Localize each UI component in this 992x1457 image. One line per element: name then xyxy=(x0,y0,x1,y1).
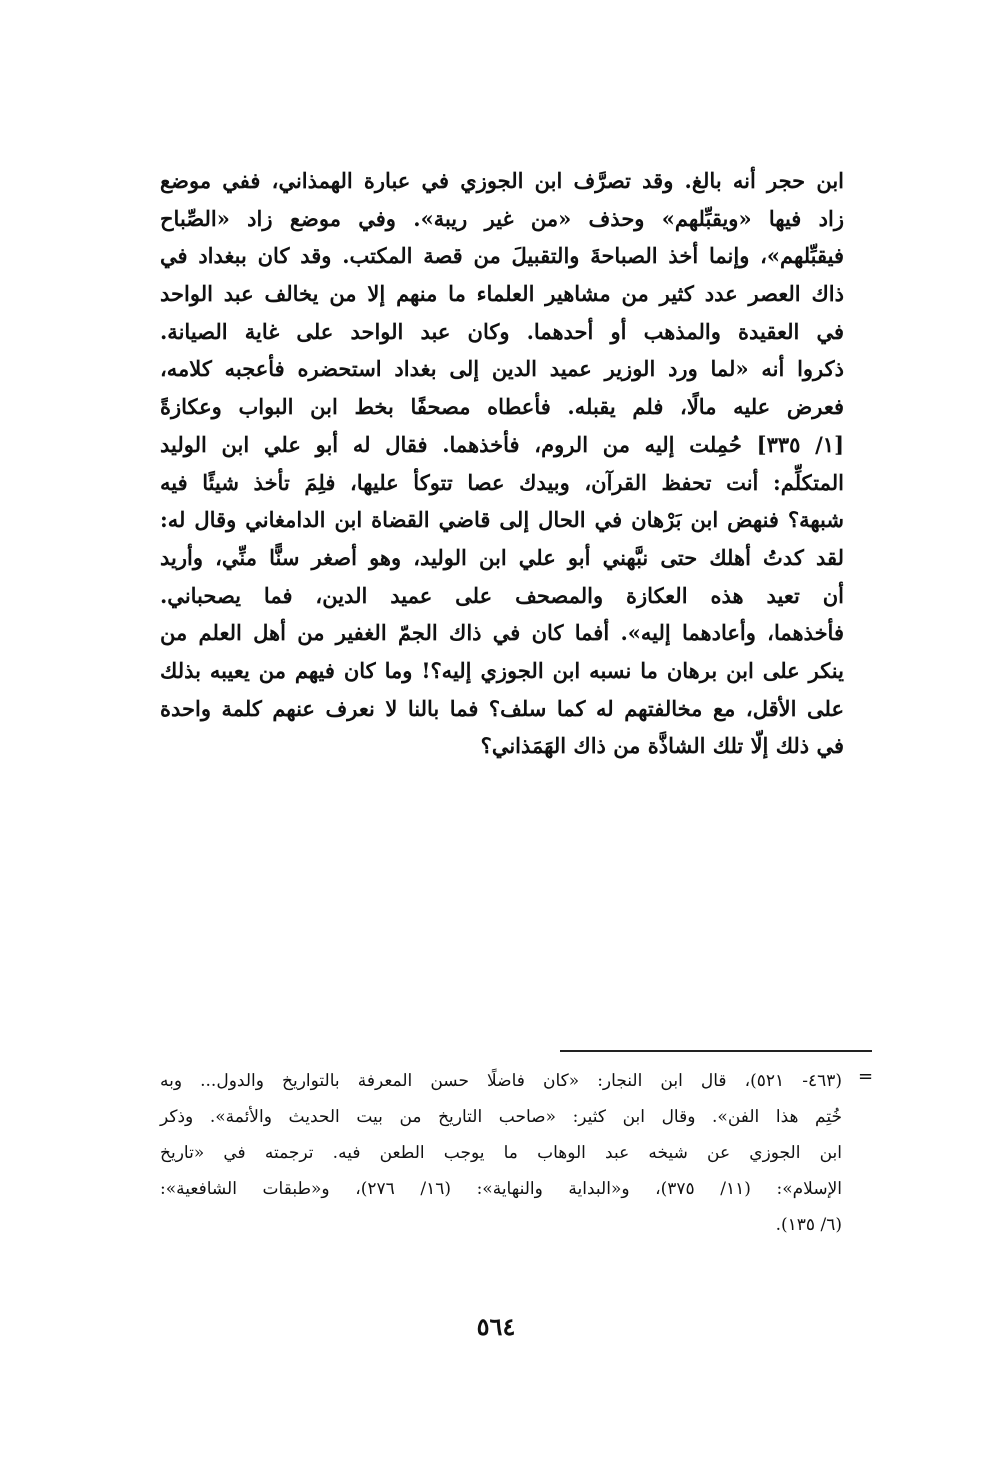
page-number: ٥٦٤ xyxy=(476,1312,516,1341)
footnotes xyxy=(160,1063,842,1243)
text-line: فأخذهما، وأعادهما إليه». أفما كان في ذاك الجمّ الغفير من أهل العلم من xyxy=(160,620,844,646)
text-line: لقد كدتُ أهلك حتى نبَّهني أبو علي ابن الوليد، وهو أصغر سنًّا منِّي، وأريد xyxy=(160,544,844,570)
footnote-line: (٤٦٣- ٥٢١)، قال ابن النجار: «كان فاضلًا حسن المعرفة بالتواريخ والدول... وبه xyxy=(160,1071,842,1091)
text-line: زاد فيها «ويقبِّلهم» وحذف «من غير ريبة». وفي موضع زاد «الصِّباح xyxy=(160,205,844,231)
text-line: في العقيدة والمذهب أو أحدهما. وكان عبد الواحد على غاية الصيانة. xyxy=(160,318,844,344)
text-line: ذاك العصر عدد كثير من مشاهير العلماء ما منهم إلا من يخالف عبد الواحد xyxy=(160,281,844,307)
text-line: ذكروا أنه «لما ورد الوزير عميد الدين إلى بغداد استحضره فأعجبه كلامه، xyxy=(160,356,844,382)
text-line: ابن حجر أنه بالغ. وقد تصرَّف ابن الجوزي في عبارة الهمذاني، ففي موضع xyxy=(160,168,844,193)
text-line: شبهة؟ فنهض ابن بَرْهان في الحال إلى قاضي القضاة ابن الدامغاني وقال له: xyxy=(160,507,844,533)
footnote-line: الإسلام»: (١١/ ٣٧٥)، و«البداية والنهاية»: (١٦/ ٢٧٦)، و«طبقات الشافعية»: xyxy=(160,1179,842,1199)
footnote-continuation-marker: = xyxy=(858,1066,874,1087)
text-line: في ذلك إلّا تلك الشاذَّة من ذاك الهَمَذاني؟ xyxy=(480,733,844,759)
text-line: فيقبِّلهم»، وإنما أخذ الصباحةَ والتقبيلَ من قصة المكتب. وقد كان ببغداد في xyxy=(160,243,844,269)
text-line: ينكر على ابن برهان ما نسبه ابن الجوزي إليه؟! وما كان فيهم من يعيبه بذلك xyxy=(160,657,844,683)
text-line: على الأقل، مع مخالفتهم له كما سلف؟ فما بالنا لا نعرف عنهم كلمة واحدة xyxy=(160,695,844,721)
footnote-line: (٦/ ١٣٥). xyxy=(775,1215,842,1235)
text-line: المتكلِّم: أنت تحفظ القرآن، وبيدك عصا تتوكأ عليها، فلِمَ تأخذ شيئًا فيه xyxy=(160,469,844,495)
text-line: فعرض عليه مالًا، فلم يقبله. فأعطاه مصحفًا بخط ابن البواب وعكازةً xyxy=(160,394,844,420)
text-line: [١/ ٣٣٥] حُمِلت إليه من الروم، فأخذهما. فقال له أبو علي ابن الوليد xyxy=(160,431,845,457)
text-line: أن تعيد هذه العكازة والمصحف على عميد الدين، فما يصحباني. xyxy=(160,582,844,608)
footnote-divider xyxy=(560,1050,872,1052)
main-text xyxy=(160,162,844,765)
footnote-line: خُتِم هذا الفن». وقال ابن كثير: «صاحب التاريخ من بيت الحديث والأئمة». وذكر xyxy=(160,1107,842,1127)
footnote-line: ابن الجوزي عن شيخه عبد الوهاب ما يوجب الطعن فيه. ترجمته في «تاريخ xyxy=(160,1143,842,1163)
